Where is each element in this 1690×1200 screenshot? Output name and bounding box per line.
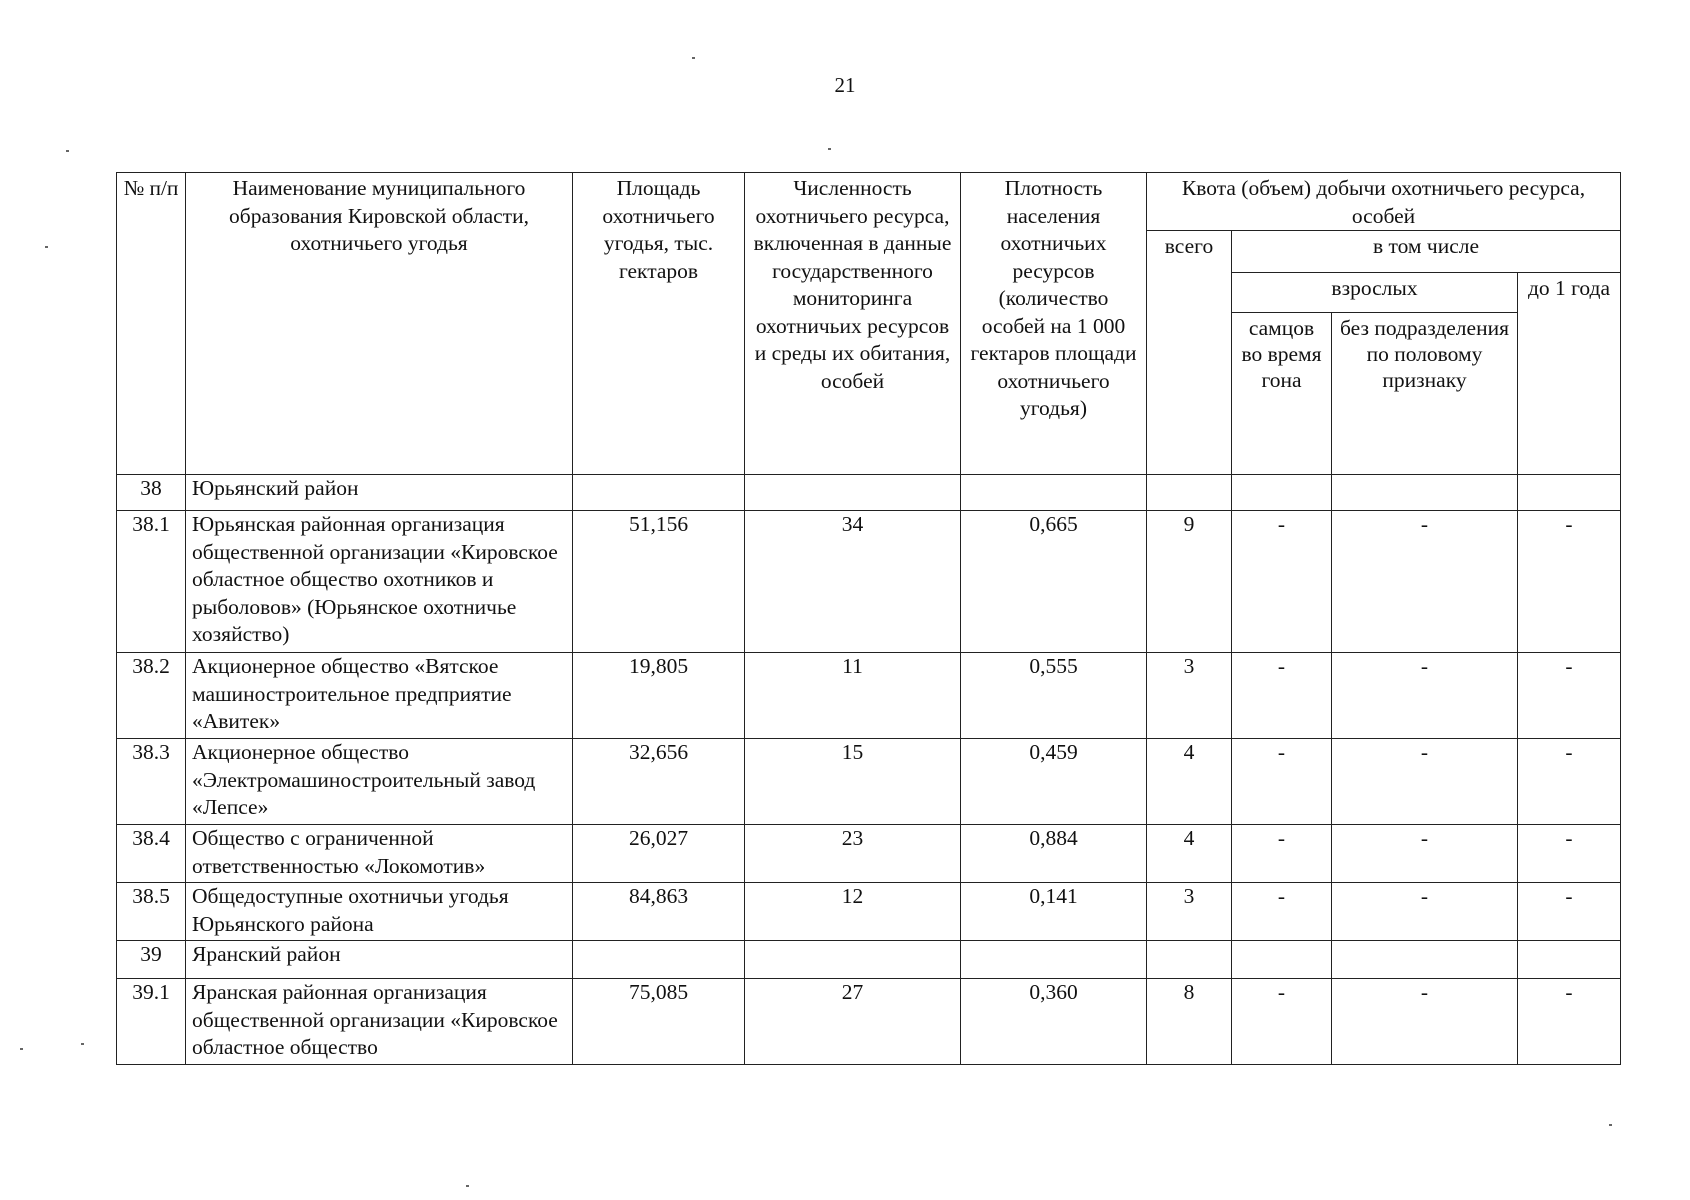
row-males (1232, 941, 1332, 979)
row-no-sex: - (1332, 653, 1518, 739)
row-num: 39.1 (117, 979, 186, 1065)
scan-speck (828, 148, 831, 150)
row-name: Яранская районная организация общественной организации «Кировское областное общество (186, 979, 573, 1065)
row-males: - (1232, 979, 1332, 1065)
row-area: 84,863 (573, 883, 745, 941)
row-count: 27 (745, 979, 961, 1065)
row-males: - (1232, 653, 1332, 739)
row-num: 38.4 (117, 825, 186, 883)
row-density: 0,141 (961, 883, 1147, 941)
row-total: 3 (1147, 883, 1232, 941)
row-name: Юрьянская районная организация общественной организации «Кировское областное общество охотников и рыболовов» (Юрьянское охотничье хозяйство) (186, 511, 573, 653)
scan-speck (466, 1185, 469, 1187)
row-total (1147, 475, 1232, 511)
row-no-sex: - (1332, 979, 1518, 1065)
row-density: 0,360 (961, 979, 1147, 1065)
row-count (745, 941, 961, 979)
hunting-quota-table (116, 172, 1621, 1065)
row-num: 39 (117, 941, 186, 979)
header-density: Плотность населения охотничьих ресурсов (количество особей на 1 000 гектаров площади охотничьего угодья) (961, 173, 1147, 475)
row-num: 38.2 (117, 653, 186, 739)
row-males: - (1232, 825, 1332, 883)
row-name: Общедоступные охотничьи угодья Юрьянского района (186, 883, 573, 941)
row-count (745, 475, 961, 511)
header-males: самцов во время гона (1232, 313, 1332, 475)
row-no-sex (1332, 941, 1518, 979)
row-under-year: - (1518, 979, 1621, 1065)
table-row (117, 825, 1621, 883)
header-total: всего (1147, 231, 1232, 475)
row-name: Яранский район (186, 941, 573, 979)
header-area: Площадь охотничьего угодья, тыс. гектаров (573, 173, 745, 475)
row-males: - (1232, 883, 1332, 941)
table-row (117, 979, 1621, 1065)
row-num: 38.1 (117, 511, 186, 653)
header-no-sex: без подразделения по половому признаку (1332, 313, 1518, 475)
row-count: 34 (745, 511, 961, 653)
row-density: 0,555 (961, 653, 1147, 739)
scan-speck (1609, 1124, 1612, 1126)
table-row (117, 739, 1621, 825)
row-under-year: - (1518, 825, 1621, 883)
scan-speck (692, 57, 695, 59)
row-total: 8 (1147, 979, 1232, 1065)
table-row (117, 883, 1621, 941)
row-density: 0,665 (961, 511, 1147, 653)
table-row (117, 653, 1621, 739)
row-males (1232, 475, 1332, 511)
row-under-year: - (1518, 883, 1621, 941)
row-under-year: - (1518, 739, 1621, 825)
row-under-year (1518, 475, 1621, 511)
row-count: 12 (745, 883, 961, 941)
scan-speck (45, 246, 48, 248)
row-area (573, 475, 745, 511)
row-no-sex: - (1332, 883, 1518, 941)
table-row (117, 941, 1621, 979)
row-name: Общество с ограниченной ответственностью «Локомотив» (186, 825, 573, 883)
row-name: Акционерное общество «Вятское машиностроительное предприятие «Авитек» (186, 653, 573, 739)
row-name: Юрьянский район (186, 475, 573, 511)
scan-speck (20, 1048, 23, 1050)
header-count: Численность охотничьего ресурса, включенная в данные государственного мониторинга охотничьих ресурсов и среды их обитания, особей (745, 173, 961, 475)
table-body (117, 475, 1621, 1065)
row-total (1147, 941, 1232, 979)
row-no-sex: - (1332, 739, 1518, 825)
scan-speck (81, 1043, 84, 1045)
row-males: - (1232, 739, 1332, 825)
row-area: 26,027 (573, 825, 745, 883)
row-under-year (1518, 941, 1621, 979)
row-area: 32,656 (573, 739, 745, 825)
row-density (961, 475, 1147, 511)
page-number: 21 (834, 73, 856, 97)
header-including: в том числе (1232, 231, 1621, 273)
row-males: - (1232, 511, 1332, 653)
row-name: Акционерное общество «Электромашиностроительный завод «Лепсе» (186, 739, 573, 825)
table-row (117, 511, 1621, 653)
row-count: 23 (745, 825, 961, 883)
row-num: 38.5 (117, 883, 186, 941)
row-total: 3 (1147, 653, 1232, 739)
row-total: 9 (1147, 511, 1232, 653)
row-no-sex: - (1332, 825, 1518, 883)
header-under-year: до 1 года (1518, 273, 1621, 475)
row-area: 51,156 (573, 511, 745, 653)
row-total: 4 (1147, 739, 1232, 825)
header-adults: взрослых (1232, 273, 1518, 313)
row-area: 75,085 (573, 979, 745, 1065)
table-row (117, 475, 1621, 511)
scan-speck (66, 150, 69, 152)
row-under-year: - (1518, 511, 1621, 653)
row-count: 11 (745, 653, 961, 739)
row-no-sex (1332, 475, 1518, 511)
row-num: 38.3 (117, 739, 186, 825)
row-area (573, 941, 745, 979)
row-density: 0,884 (961, 825, 1147, 883)
row-density: 0,459 (961, 739, 1147, 825)
row-no-sex: - (1332, 511, 1518, 653)
header-num: № п/п (117, 173, 186, 475)
table-header (117, 173, 1621, 475)
header-name: Наименование муниципального образования Кировской области, охотничьего угодья (186, 173, 573, 475)
row-under-year: - (1518, 653, 1621, 739)
row-total: 4 (1147, 825, 1232, 883)
row-count: 15 (745, 739, 961, 825)
header-quota: Квота (объем) добычи охотничьего ресурса, особей (1147, 173, 1621, 231)
row-num: 38 (117, 475, 186, 511)
row-area: 19,805 (573, 653, 745, 739)
row-density (961, 941, 1147, 979)
